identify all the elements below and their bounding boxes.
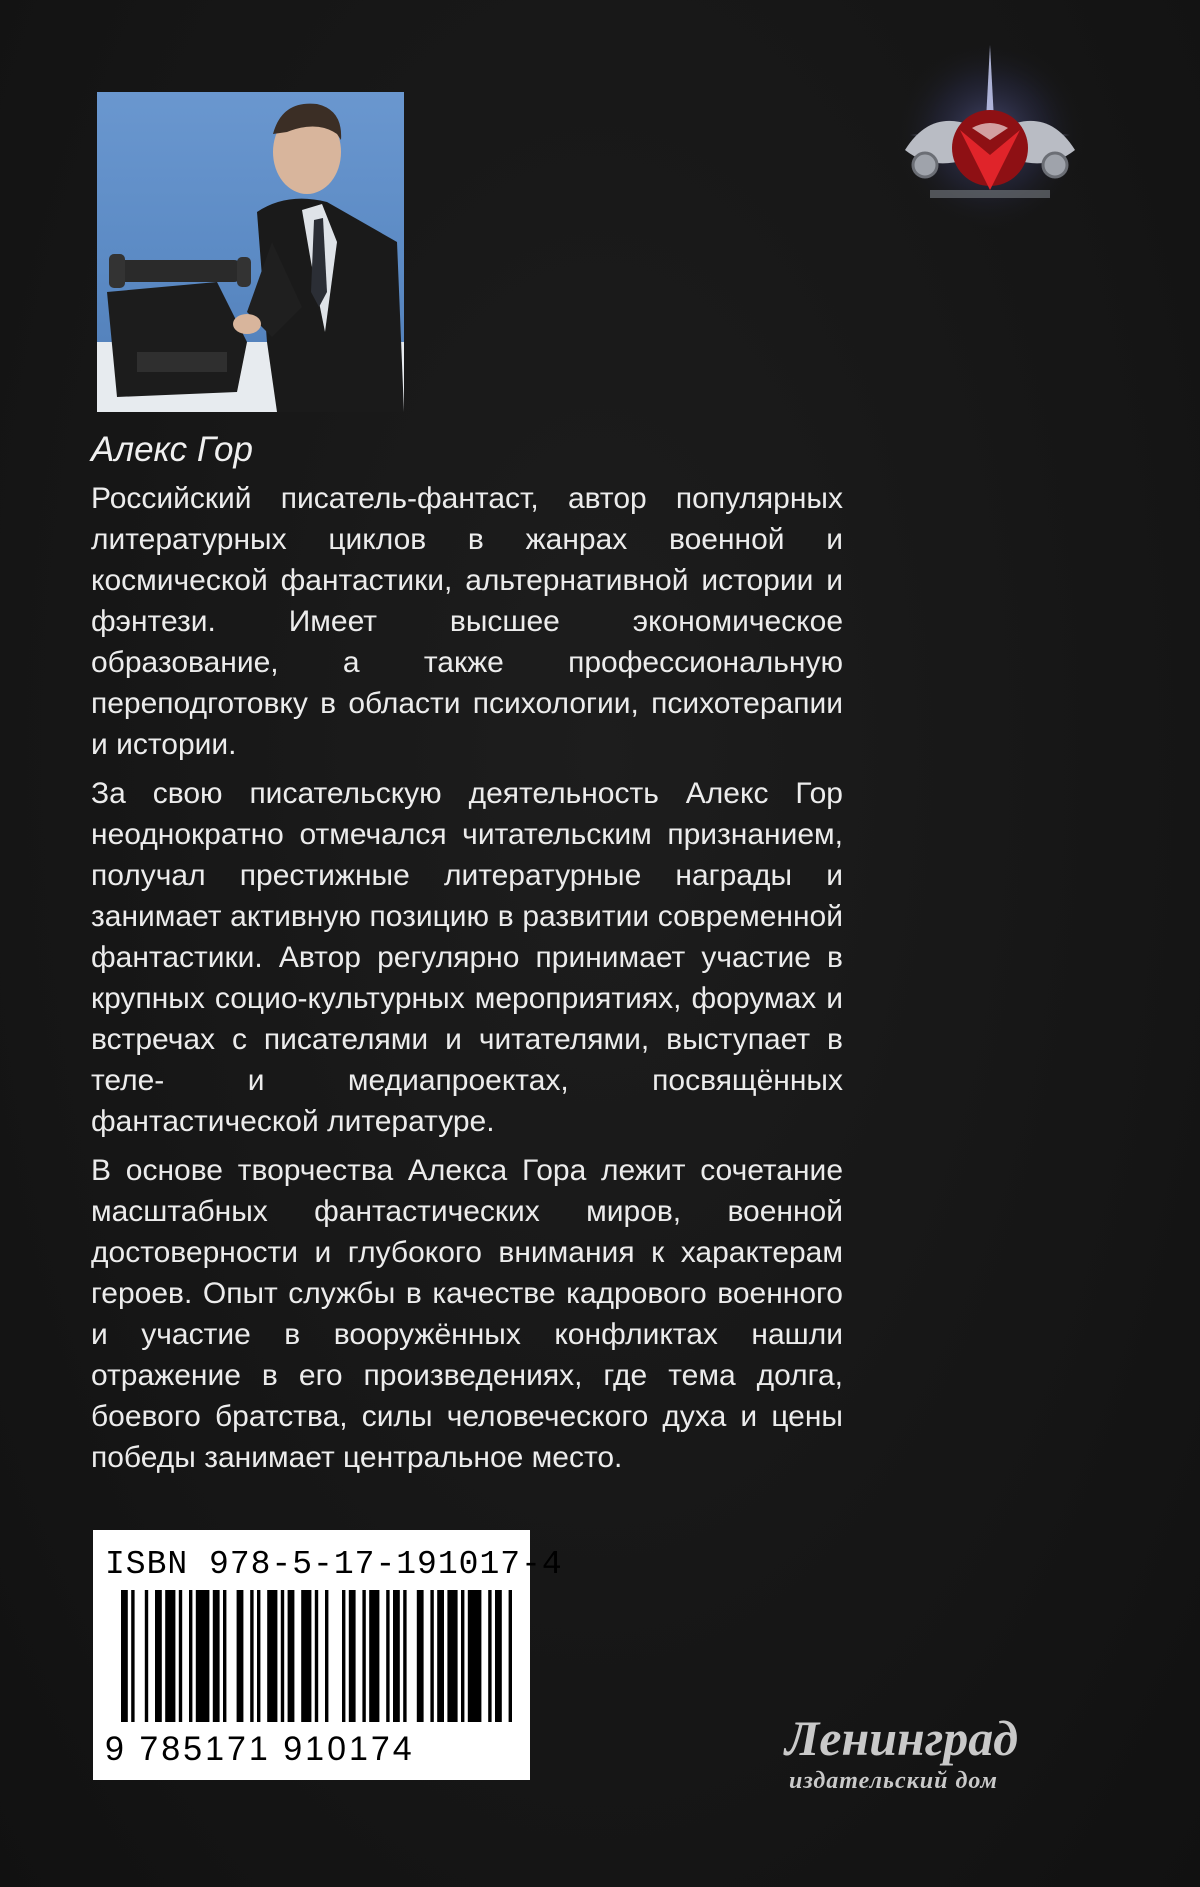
publisher-name: Ленинград <box>785 1710 1019 1766</box>
barcode-bar <box>189 1590 192 1722</box>
barcode-bar <box>155 1590 162 1722</box>
barcode-bar <box>468 1590 482 1722</box>
barcode-bar <box>437 1590 444 1722</box>
author-photo-illustration <box>97 92 404 412</box>
isbn-barcode <box>93 1530 563 1780</box>
barcode-bar <box>403 1590 406 1722</box>
barcode-bar <box>509 1590 512 1722</box>
barcode-bar <box>250 1590 253 1722</box>
bio-paragraph: За свою писательскую деятельность Алекс Гор неоднократно отмечался читательским признанием, получал престижные литературные награды и занимает активную позицию в развитии современной фантастики. Автор регулярно принимает участие в крупных социо-культурных мероприятиях, форумах и встречах с писателями и читателями, выступает в теле- и медиапроектах, посвящённых фантастической литературе. <box>91 777 843 1138</box>
barcode-bar <box>461 1590 464 1722</box>
barcode-bar <box>145 1590 148 1722</box>
barcode-bar <box>386 1590 389 1722</box>
bio-paragraph: В основе творчества Алекса Гора лежит сочетание масштабных фантастических миров, военной достоверности и глубокого внимания к характерам героев. Опыт службы в качестве кадрового военного и участие в вооружённых конфликтах нашли отражение в его произведениях, где тема долга, боевого братства, силы человеческого духа и цены победы занимает центральное место. <box>91 1154 843 1474</box>
barcode-bar <box>315 1590 318 1722</box>
barcode-bar <box>179 1590 182 1722</box>
author-photo <box>97 92 404 412</box>
barcode-bar <box>213 1590 220 1722</box>
barcode-bar <box>430 1590 433 1722</box>
barcode-digits: 9 785171 910174 <box>105 1730 415 1768</box>
barcode-bar <box>165 1590 175 1722</box>
isbn-label: ISBN 978-5-17-191017-4 <box>105 1546 563 1583</box>
barcode-bar <box>196 1590 210 1722</box>
barcode-bar <box>369 1590 379 1722</box>
barcode-bar <box>121 1590 128 1722</box>
author-bio <box>91 478 843 1486</box>
barcode-bar <box>362 1590 365 1722</box>
publisher-subtitle: издательский дом <box>789 1768 998 1794</box>
barcode-bar <box>325 1590 328 1722</box>
barcode-bar <box>237 1590 244 1722</box>
barcode-bar <box>342 1590 345 1722</box>
barcode-bar <box>281 1590 284 1722</box>
author-name: Алекс Гор <box>91 430 253 469</box>
barcode-bar <box>223 1590 226 1722</box>
barcode-bar <box>288 1590 295 1722</box>
publisher-logo <box>775 1700 1075 1800</box>
bio-paragraph: Российский писатель-фантаст, автор популярных литературных циклов в жанрах военной и космической фантастики, альтернативной истории и фэнтези. Имеет высшее экономическое образование, а также профессиональную переподготовку в области психологии, психотерапии и истории. <box>91 482 843 761</box>
barcode-bar <box>267 1590 277 1722</box>
barcode-bar <box>495 1590 502 1722</box>
barcode-bar <box>257 1590 260 1722</box>
barcode-bar <box>131 1590 134 1722</box>
barcode-bar <box>301 1590 311 1722</box>
barcode-bar <box>349 1590 356 1722</box>
barcode-bar <box>488 1590 491 1722</box>
barcode-bar <box>447 1590 457 1722</box>
barcode-bar <box>417 1590 424 1722</box>
barcode-bar <box>393 1590 400 1722</box>
barcode-bars <box>103 1586 520 1726</box>
publisher-emblem <box>890 40 1090 240</box>
